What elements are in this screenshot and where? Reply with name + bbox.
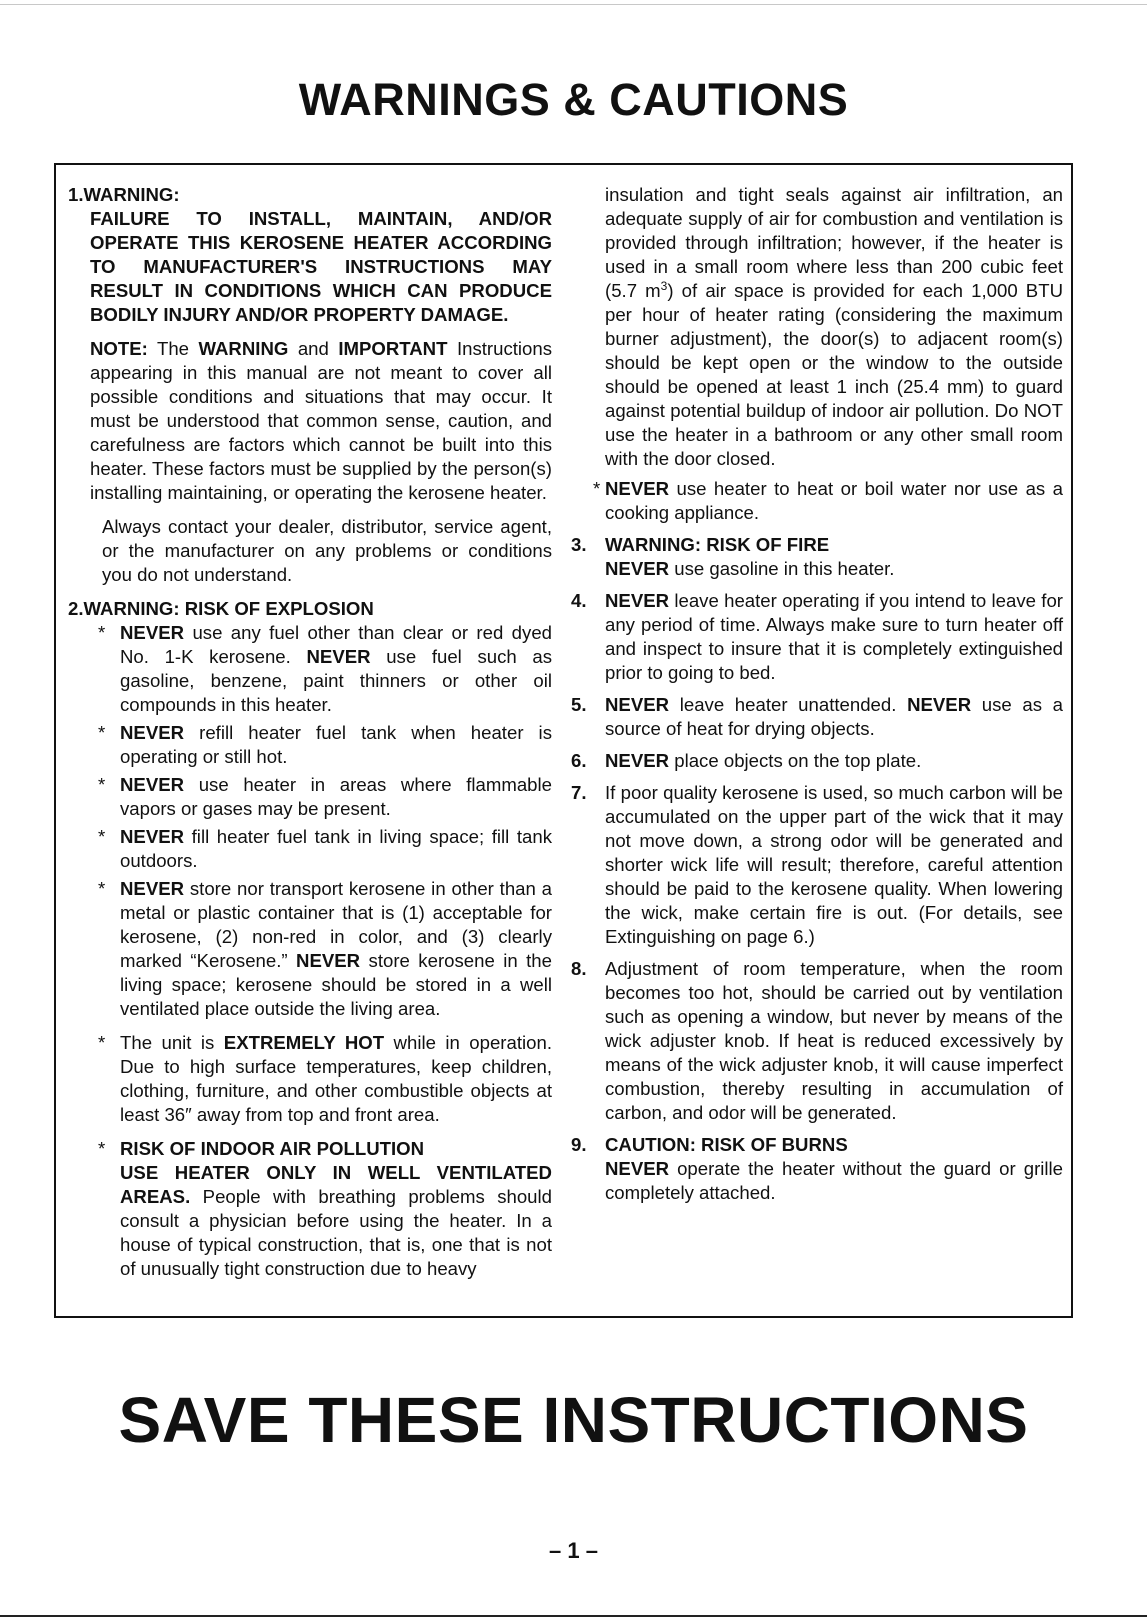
bullet-marker: * xyxy=(98,722,106,743)
item-4: 4. NEVER leave heater operating if you intend to leave for any period of time. Always make sure to turn heater off and inspect to insure that it is completely extinguished prior to going to bed. xyxy=(571,590,1063,683)
explosion-list xyxy=(68,621,552,1281)
item-6: 6. NEVER place objects on the top plate. xyxy=(571,750,922,771)
list-item: * NEVER use heater to heat or boil water nor use as a cooking appliance. xyxy=(593,478,1063,523)
bottom-rule xyxy=(0,1615,1147,1617)
contact-paragraph: Always contact your dealer, distributor, service agent, or the manufacturer on any problems or conditions you do not understand. xyxy=(102,516,552,585)
note-label: NOTE: xyxy=(90,338,148,359)
item-3-number: 3. xyxy=(571,534,587,555)
warning-1-number: 1. xyxy=(68,184,84,205)
list-item: * The unit is EXTREMELY HOT while in operation. Due to high surface temperatures, keep children, clothing, furniture, and other combustible objects at least 36″ away from top and front area. xyxy=(98,1032,552,1125)
bullet-marker: * xyxy=(98,826,106,847)
bullet-marker: * xyxy=(98,878,106,899)
item-9-heading: CAUTION: RISK OF BURNS xyxy=(605,1134,848,1155)
note-warning: WARNING xyxy=(198,338,289,359)
note-and: and xyxy=(297,338,329,359)
warning-1-heading: WARNING: xyxy=(83,184,180,205)
left-column xyxy=(68,183,552,1285)
item-7-number: 7. xyxy=(571,782,587,803)
item-8 xyxy=(571,957,1063,1125)
item-7-text: If poor quality kerosene is used, so much carbon will be accumulated on the upper part of the wick that it may not move down, a strong odor will be generated and shorter wick life will result; therefore, careful attention should be paid to the kerosene quality. When lowering the wick, make certain fire is out. (For details, see Extinguishing on page 6.) xyxy=(605,782,1063,947)
page-number: – 1 – xyxy=(549,1538,598,1563)
warning-2 xyxy=(68,597,552,1281)
list-item: * NEVER refill heater fuel tank when heater is operating or still hot. xyxy=(98,722,552,767)
cooking-list xyxy=(571,477,1063,525)
item-7 xyxy=(571,781,1063,949)
bullet-marker: * xyxy=(593,478,601,499)
warning-2-heading: WARNING: RISK OF EXPLOSION xyxy=(83,598,374,619)
item-5-number: 5. xyxy=(571,694,587,715)
item-9: 9. CAUTION: RISK OF BURNS NEVER operate the heater without the guard or grille completely attached. xyxy=(571,1134,1063,1203)
list-item: * NEVER fill heater fuel tank in living space; fill tank outdoors. xyxy=(98,826,552,871)
item-6-number: 6. xyxy=(571,750,587,771)
item-3: 3. WARNING: RISK OF FIRE NEVER use gasoline in this heater. xyxy=(571,533,1063,581)
note-paragraph xyxy=(68,337,552,505)
list-item: * NEVER use any fuel other than clear or red dyed No. 1-K kerosene. NEVER use fuel such as gasoline, benzene, paint thinners or other oil compounds in this heater. xyxy=(98,622,553,715)
list-item: * NEVER use heater in areas where flammable vapors or gases may be present. xyxy=(98,774,552,819)
list-item: * RISK OF INDOOR AIR POLLUTION USE HEATER ONLY IN WELL VENTILATED AREAS. People with breathing problems should consult a physician before using the heater. In a house of typical construction, that is, one that is not of unusually tight construction due to heavy xyxy=(98,1138,552,1279)
bullet-marker: * xyxy=(98,1032,106,1053)
warning-2-number: 2. xyxy=(68,598,84,619)
note-the: The xyxy=(156,338,190,359)
page-title: WARNINGS & CAUTIONS xyxy=(298,74,849,125)
item-8-text: Adjustment of room temperature, when the room becomes too hot, should be carried out by ventilation such as opening a window, but never by means of the wick adjuster knob. If heat is reduced excessively by means of the wick adjuster knob, it will cause imperfect combustion, thereby resulting in accumulation of carbon, and odor will be generated. xyxy=(605,958,1063,1123)
warnings-box xyxy=(54,163,1073,1318)
bullet-marker: * xyxy=(98,774,106,795)
right-column xyxy=(571,183,1063,1213)
item-5: 5. NEVER leave heater unattended. NEVER use as a source of heat for drying objects. xyxy=(571,694,1064,739)
list-item: * NEVER store nor transport kerosene in other than a metal or plastic container that is (1) acceptable for kerosene, (2) non-red in color, and (3) clearly marked “Kerosene.” NEVER store kerosene in the living space; kerosene should be stored in a well ventilated place outside the living area. xyxy=(98,878,552,1019)
warning-1-text: FAILURE TO INSTALL, MAINTAIN, AND/OR OPERATE THIS KEROSENE HEATER ACCORDING TO MANUFACTURER'S INSTRUCTIONS MAY RESULT IN CONDITIONS WHICH CAN PRODUCE BODILY INJURY AND/OR PROPERTY DAMAGE. xyxy=(90,208,552,325)
item-8-number: 8. xyxy=(571,958,587,979)
warning-1 xyxy=(68,183,552,327)
bullet-marker: * xyxy=(98,622,106,643)
top-rule xyxy=(0,4,1147,5)
item-4-number: 4. xyxy=(571,590,587,611)
item-3-heading: WARNING: RISK OF FIRE xyxy=(605,534,830,555)
note-important: IMPORTANT xyxy=(338,338,448,359)
continued-paragraph: insulation and tight seals against air infiltration, an adequate supply of air for combustion and ventilation is provided through infiltration; however, if the heater is used in a small room where less than 200 cubic feet (5.7 $m^3$) of air space is provided for each 1,000 BTU per hour of heater rating (considering the maximum burner adjustment), the door(s) to adjacent room(s) should be kept open or the window to the outside should be opened at least 1 inch (25.4 mm) to guard against potential buildup of indoor air pollution. Do NOT use the heater in a bathroom or any other small room with the door closed. xyxy=(605,184,1063,469)
item-9-number: 9. xyxy=(571,1134,587,1155)
note-text: Instructions appearing in this manual are not meant to cover all possible conditions and situations that may occur. It must be understood that common sense, caution, and carefulness are factors which cannot be built into this heater. These factors must be supplied by the person(s) installing maintaining, or operating the kerosene heater. xyxy=(90,338,553,503)
save-instructions-heading: SAVE THESE INSTRUCTIONS xyxy=(118,1384,1029,1456)
bullet-marker: * xyxy=(98,1138,106,1159)
